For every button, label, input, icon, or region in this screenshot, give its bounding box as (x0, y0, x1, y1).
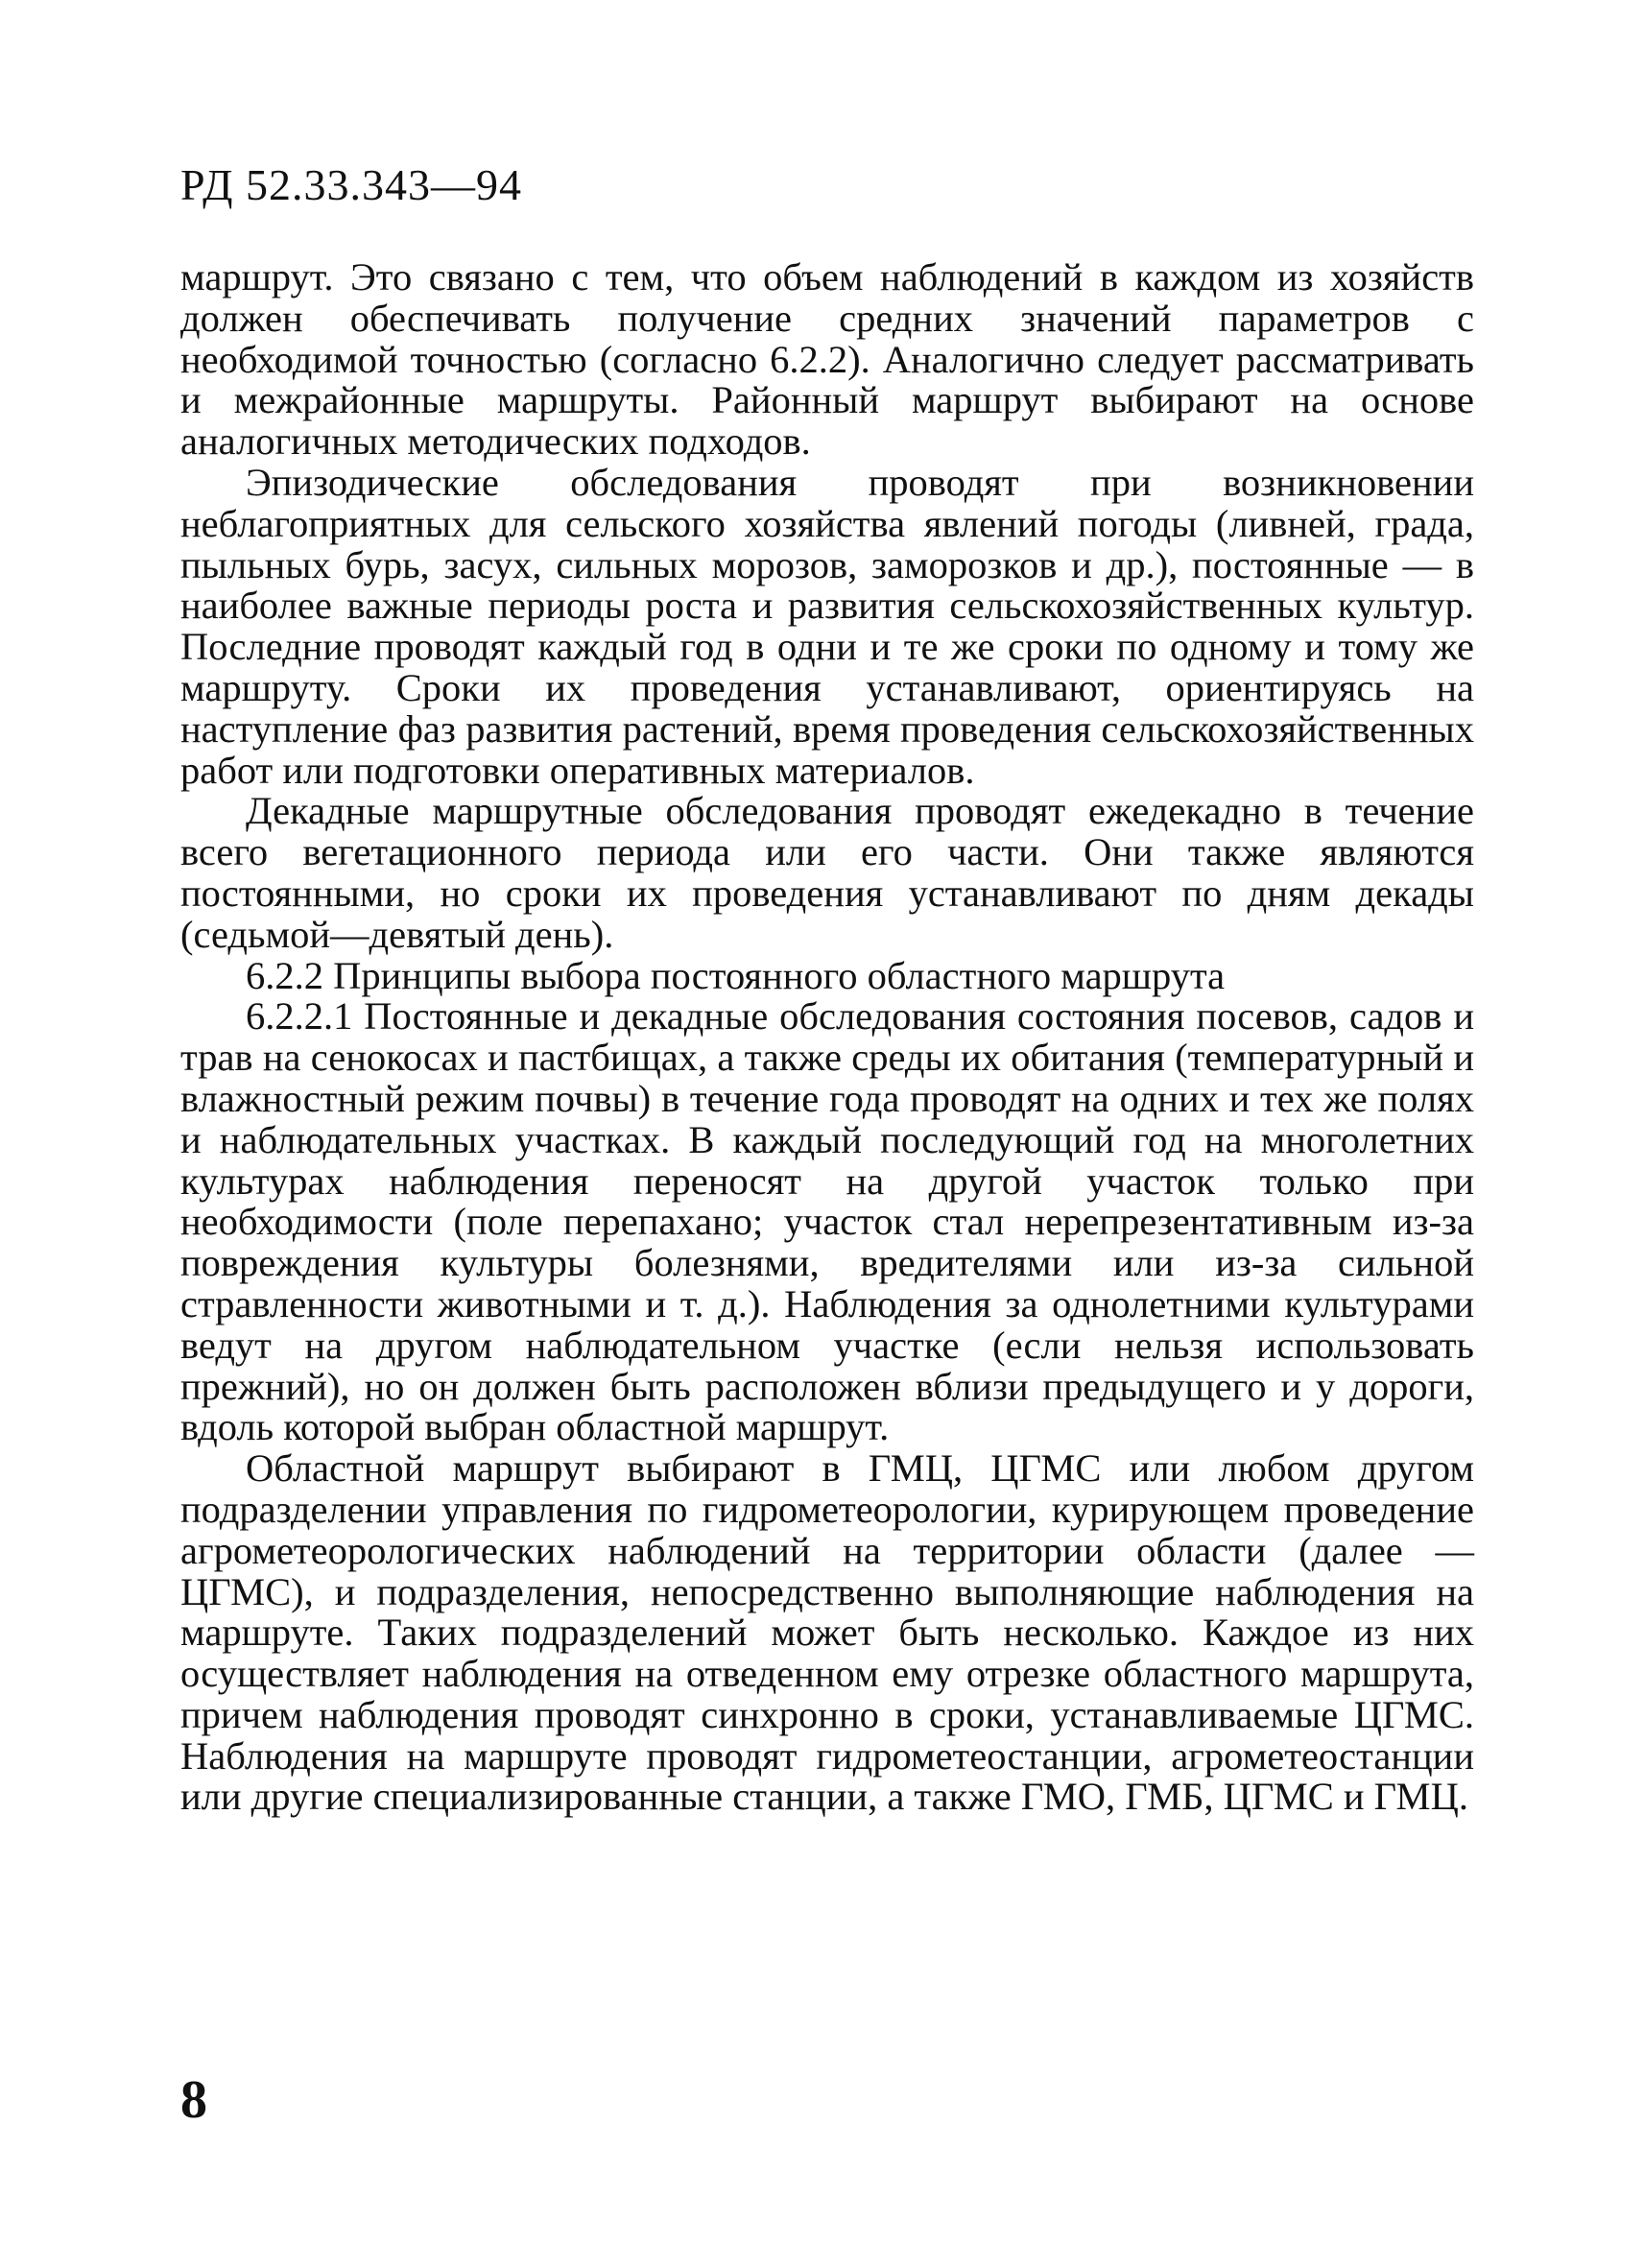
paragraph-episodic-surveys: Эпизодические обследования проводят при возникновении неблагоприятных для сельского хозяйства явлений погоды (ливней, града, пыльных бурь, засух, сильных морозов, заморозков и др.), постоянные — в наиболее важные периоды роста и развития сельскохозяйственных культур. Последние проводят каждый год в одни и те же сроки по одному и тому же маршруту. Сроки их проведения устанавливают, ориентируясь на наступление фаз развития растений, время проведения сельскохозяйственных работ или подготовки оперативных материалов. (180, 460, 1474, 792)
paragraph-regional-route: Областной маршрут выбирают в ГМЦ, ЦГМС или любом другом подразделении управления по гидрометеорологии, курирующем проведение агрометеорологических наблюдений на территории области (далее — ЦГМС), и подразделения, непосредственно выполняющие наблюдения на маршруте. Таких подразделений может быть несколько. Каждое из них осуществляет наблюдения на отведенном ему отрезке областного маршрута, причем наблюдения проводят синхронно в сроки, устанавливаемые ЦГМС. Наблюдения на маршруте проводят гидрометеостанции, агрометеостанции или другие специализированные станции, а также ГМО, ГМБ, ЦГМС и ГМЦ. (180, 1446, 1474, 1819)
section-heading-6-2-2: 6.2.2 Принципы выбора постоянного областного маршрута (246, 953, 1226, 997)
document-code-header: РД 52.33.343—94 (180, 160, 523, 209)
document-body (180, 257, 1474, 1818)
page-number: 8 (180, 2070, 207, 2130)
paragraph-route-continuation: маршрут. Это связано с тем, что объем наблюдений в каждом из хозяйств должен обеспечивать получение средних значений параметров с необходимой точностью (согласно 6.2.2). Аналогично следует рассматривать и межрайонные маршруты. Районный маршрут выбирают на основе аналогичных методических подходов. (180, 255, 1474, 464)
paragraph-decadal-surveys: Декадные маршрутные обследования проводят ежедекадно в течение всего вегетационного периода или его части. Они также являются постоянными, но сроки их проведения устанавливают по дням декады (седьмой—девятый день). (180, 789, 1474, 956)
paragraph-6-2-2-1: 6.2.2.1 Постоянные и декадные обследования состояния посевов, садов и трав на сенокосах и пастбищах, а также среды их обитания (температурный и влажностный режим почвы) в течение года проводят на одних и тех же полях и наблюдательных участках. В каждый последующий год на многолетних культурах наблюдения переносят на другой участок только при необходимости (поле перепахано; участок стал нерепрезентативным из-за повреждения культуры болезнями, вредителями или из-за сильной стравленности животными и т. д.). Наблюдения за однолетними культурами ведут на другом наблюдательном участке (если нельзя использовать прежний), но он должен быть расположен вблизи предыдущего и у дороги, вдоль которой выбран областной маршрут. (180, 994, 1474, 1449)
